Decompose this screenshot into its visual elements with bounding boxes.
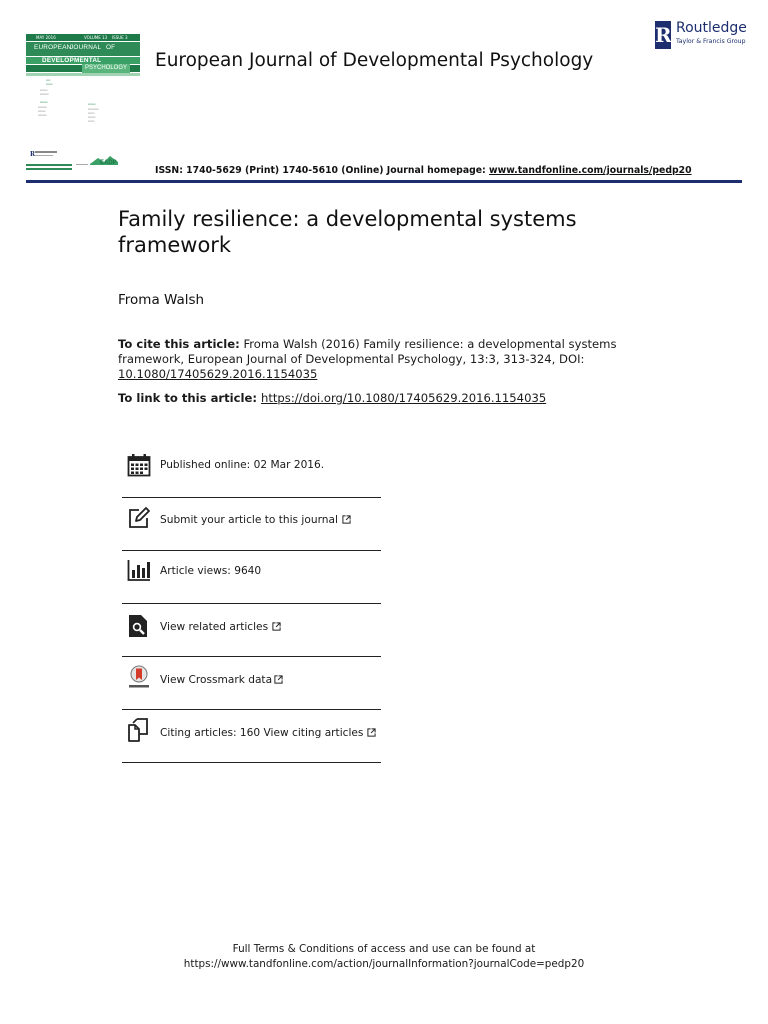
journal-title: European Journal of Developmental Psychology <box>155 50 594 71</box>
edit-pencil-icon <box>127 506 151 530</box>
divider <box>122 550 381 551</box>
article-doi-link[interactable]: https://doi.org/10.1080/17405629.2016.1154035 <box>260 391 547 405</box>
citing-documents-icon <box>127 718 151 742</box>
search-document-icon <box>127 614 151 638</box>
external-link-icon <box>342 515 351 524</box>
cite-label: To cite this article: <box>118 337 240 351</box>
publisher-subtitle: Taylor & Francis Group <box>676 38 746 45</box>
article-views-text: Article views: 9640 <box>160 565 262 577</box>
article-title: Family resilience: a developmental systems framework <box>118 207 577 257</box>
link-label: To link to this article: <box>118 391 257 405</box>
svg-text:EADP: EADP <box>100 160 117 166</box>
publisher-logo <box>655 20 755 50</box>
crossmark-icon <box>127 665 151 689</box>
journal-cover-image: MAY 2016 VOLUME 13 ISSUE 3 EUROPEAN JOURNAL OF DEVELOPMENTAL PSYCHOLOGY ▪▪▪▪ ▪▪▪▪▪▪ ▪▪▪▪▪▪▪ ▪▪▪▪▪▪▪▪ ▪▪▪▪▪▪▪ ▪▪▪▪▪▪▪▪ ▪▪▪▪▪▪▪ ▪▪▪▪▪▪▪▪ ▪▪▪▪▪▪▪ ▪▪▪▪▪▪▪▪▪▪ ▪▪▪▪▪▪ ▪▪▪▪▪▪▪ ▪▪▪▪▪▪ <box>26 34 140 170</box>
terms-url[interactable]: https://www.tandfonline.com/action/journalInformation?journalCode=pedp20 <box>183 958 585 970</box>
external-link-icon <box>274 675 283 684</box>
external-link-icon <box>272 622 281 631</box>
routledge-r-icon: R <box>655 23 672 47</box>
divider <box>122 656 381 657</box>
divider <box>122 603 381 604</box>
article-author: Froma Walsh <box>118 292 205 308</box>
bar-chart-icon <box>127 558 151 582</box>
crossmark-link[interactable]: View Crossmark data <box>160 674 273 686</box>
terms-text: Full Terms & Conditions of access and use can be found at <box>232 943 536 955</box>
publisher-name: Routledge <box>676 20 747 36</box>
calendar-icon <box>127 453 151 477</box>
terms-footer <box>0 942 768 972</box>
issn-line: ISSN: 1740-5629 (Print) 1740-5610 (Online) Journal homepage: www.tandfonline.com/journals/pedp20 <box>155 165 692 176</box>
divider <box>122 762 381 763</box>
cover-publisher-strip <box>26 148 140 172</box>
submit-article-link[interactable]: Submit your article to this journal <box>160 514 338 526</box>
cite-text: Froma Walsh (2016) Family resilience: a developmental systems framework, European Journal of Developmental Psychology, 13:3, 313-324, DOI: <box>118 337 617 366</box>
article-link-line <box>118 391 546 405</box>
divider <box>122 709 381 710</box>
journal-homepage-link[interactable]: www.tandfonline.com/journals/pedp20 <box>489 165 692 176</box>
svg-text:R: R <box>30 151 35 158</box>
cite-doi-link[interactable]: 10.1080/17405629.2016.1154035 <box>118 367 318 381</box>
related-articles-link[interactable]: View related articles <box>160 621 269 633</box>
published-online-text: Published online: 02 Mar 2016. <box>160 459 325 471</box>
divider <box>122 497 381 498</box>
citing-articles-link[interactable]: Citing articles: 160 View citing articles <box>160 727 364 739</box>
header-divider <box>26 180 742 183</box>
external-link-icon <box>367 728 376 737</box>
citation-block <box>118 337 618 382</box>
